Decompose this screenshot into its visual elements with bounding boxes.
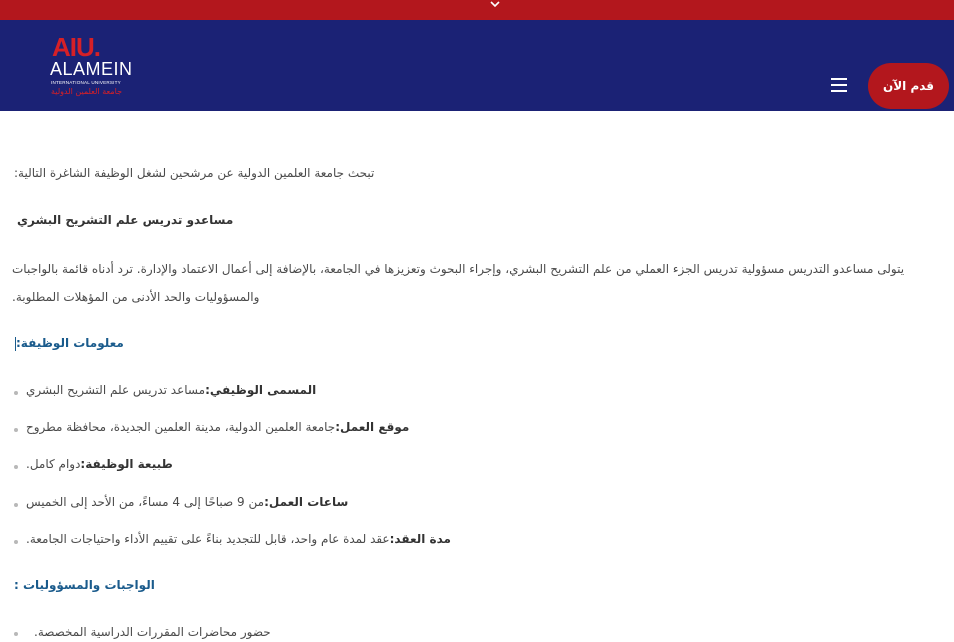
list-item — [26, 456, 173, 472]
menu-line — [831, 90, 847, 92]
menu-line — [831, 84, 847, 86]
apply-now-button[interactable]: قدم الآن — [868, 63, 949, 109]
logo-arabic: جامعة العلمين الدولية — [51, 87, 123, 96]
bullet — [14, 503, 18, 507]
item-value: دوام كامل. — [26, 457, 81, 471]
item-label: مدة العقد: — [389, 532, 451, 546]
item-value: من 9 صباحًا إلى 4 مساءً، من الأحد إلى الخميس — [26, 495, 265, 509]
description-line-1: يتولى مساعدو التدريس مسؤولية تدريس الجزء العملي من علم التشريح البشري، وإجراء البحوث وتعزيزها في الجامعة، بالإضافة إلى أعمال الاعتماد والإدارة. ترد أدناه قائمة بالواجبات — [12, 262, 905, 276]
bullet — [14, 428, 18, 432]
chevron-down-icon-svg — [490, 0, 500, 8]
item-label: موقع العمل: — [335, 420, 410, 434]
item-value: عقد لمدة عام واحد، قابل للتجديد بناءً على تقييم الأداء واحتياجات الجامعة. — [26, 532, 390, 546]
university-logo[interactable] — [50, 34, 145, 102]
bullet — [14, 465, 18, 469]
list-item — [26, 419, 409, 435]
logo-name: ALAMEIN — [50, 59, 133, 79]
job-info-heading-text: معلومات الوظيفة: — [16, 336, 124, 350]
site-header — [0, 20, 954, 111]
description-line-2: والمسؤوليات والحد الأدنى من المؤهلات المطلوبة. — [12, 290, 260, 304]
logo-subtitle: INTERNATIONAL UNIVERSITY — [51, 80, 121, 85]
job-posting — [0, 111, 954, 642]
item-value: جامعة العلمين الدولية، مدينة العلمين الجديدة، محافظة مطروح — [26, 420, 336, 434]
bullet — [14, 391, 18, 395]
item-label: ساعات العمل: — [264, 495, 349, 509]
chevron-down-icon[interactable] — [488, 0, 502, 12]
item-label: طبيعة الوظيفة: — [80, 457, 173, 471]
list-item — [26, 494, 348, 510]
duties-heading: الواجبات والمسؤوليات : — [14, 578, 155, 592]
bullet — [14, 540, 18, 544]
job-title: مساعدو تدريس علم التشريح البشري — [17, 213, 234, 227]
item-label: المسمى الوظيفي: — [205, 383, 317, 397]
top-bar — [0, 0, 954, 20]
intro-text: تبحث جامعة العلمين الدولية عن مرشحين لشغل الوظيفة الشاغرة التالية: — [14, 166, 375, 180]
job-info-heading — [14, 335, 124, 351]
hamburger-icon[interactable] — [831, 78, 847, 92]
menu-line — [831, 78, 847, 80]
list-item — [26, 382, 316, 398]
bullet — [14, 632, 18, 636]
logo-aiu: AIU. — [52, 32, 100, 62]
item-value: مساعد تدريس علم التشريح البشري — [26, 383, 206, 397]
list-item — [26, 531, 451, 547]
duty-item: حضور محاضرات المقررات الدراسية المخصصة. — [34, 625, 271, 639]
